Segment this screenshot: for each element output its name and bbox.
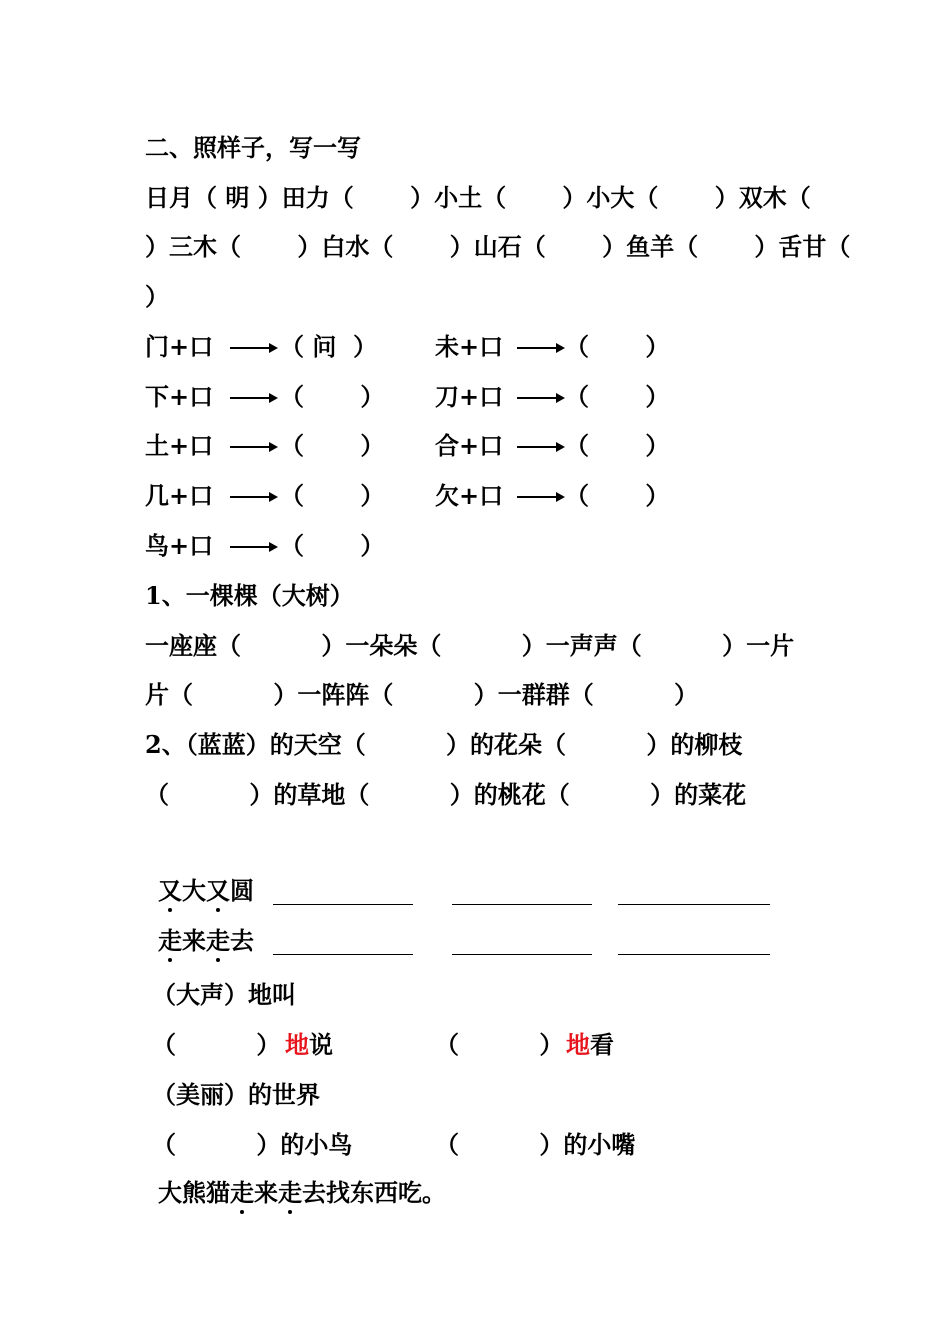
mouth-left-answer: （ ） [280, 431, 385, 460]
pattern-char: 又 [158, 876, 182, 905]
pattern-char: 又 [206, 876, 230, 905]
arrow-icon [517, 392, 565, 404]
combine-line-1: 日月（ 明 ）田力（ ）小土（ ）小大（ ）双木（ [145, 183, 811, 212]
pattern-char: 走 [206, 926, 230, 955]
adverb-di: 地 [285, 1030, 309, 1059]
pattern-char: 去 [230, 926, 254, 955]
sentence-part: 去找东西吃。 [302, 1178, 446, 1207]
pattern-word-1 [158, 876, 254, 906]
adj-line [152, 1130, 672, 1160]
adverb-word: 说 [309, 1030, 333, 1059]
pattern-char: 圆 [230, 876, 254, 905]
sentence-part: 大熊猫 [158, 1178, 230, 1207]
arrow-icon [517, 491, 565, 503]
mouth-right-answer: （ ） [565, 382, 670, 411]
mouth-row [145, 531, 665, 561]
arrow-icon [230, 441, 278, 453]
mouth-right-term: 合+口 [435, 431, 504, 460]
adj-blank: （ ）的小鸟 [152, 1130, 353, 1159]
mouth-row [145, 332, 670, 362]
arrow-icon [230, 541, 278, 553]
mouth-row [145, 431, 670, 461]
arrow-icon [230, 392, 278, 404]
answer-line[interactable] [618, 954, 770, 955]
answer-line[interactable] [618, 904, 770, 905]
adverb-line [152, 1030, 652, 1060]
mouth-row [145, 382, 670, 412]
q1-line-1: 一座座（ ）一朵朵（ ）一声声（ ）一片 [145, 631, 795, 660]
mouth-left-answer: （ 问 ） [280, 332, 378, 361]
q1-title: 1、一棵棵（大树） [145, 581, 354, 610]
mouth-left-term: 土+口 [145, 431, 214, 460]
adverb-blank: （ ） [152, 1030, 281, 1059]
mouth-left-term: 鸟+口 [145, 531, 214, 560]
mouth-right-term: 刀+口 [435, 382, 504, 411]
mouth-row [145, 481, 670, 511]
arrow-icon [230, 342, 278, 354]
sentence-part: 来 [254, 1178, 278, 1207]
sentence-dotted-char: 走 [278, 1178, 302, 1207]
arrow-icon [517, 441, 565, 453]
q2-line-2: （ ）的草地（ ）的桃花（ ）的菜花 [145, 780, 747, 809]
adverb-example: （大声）地叫 [152, 980, 296, 1009]
pattern-word-2 [158, 926, 254, 956]
mouth-left-answer: （ ） [280, 481, 385, 510]
answer-line[interactable] [273, 954, 413, 955]
mouth-left-term: 下+口 [145, 382, 214, 411]
arrow-icon [517, 342, 565, 354]
mouth-left-answer: （ ） [280, 531, 385, 560]
mouth-left-term: 几+口 [145, 481, 214, 510]
q2-line-1: 2、（蓝蓝）的天空（ ）的花朵（ ）的柳枝 [145, 730, 743, 759]
answer-line[interactable] [452, 954, 592, 955]
pattern-char: 来 [182, 926, 206, 955]
answer-line[interactable] [452, 904, 592, 905]
mouth-right-answer: （ ） [565, 481, 670, 510]
mouth-right-answer: （ ） [565, 332, 670, 361]
mouth-left-answer: （ ） [280, 382, 385, 411]
mouth-right-term: 欠+口 [435, 481, 504, 510]
combine-line-2: ）三木（ ）白水（ ）山石（ ）鱼羊（ ）舌甘（ [145, 232, 851, 261]
adj-example: （美丽）的世界 [152, 1080, 320, 1109]
pattern-char: 大 [182, 876, 206, 905]
adverb-word: 看 [590, 1030, 614, 1059]
adverb-blank: （ ） [435, 1030, 564, 1059]
mouth-right-answer: （ ） [565, 431, 670, 460]
section-title: 二、照样子，写一写 [145, 133, 361, 162]
combine-line-3: ） [145, 282, 169, 311]
adj-blank: （ ）的小嘴 [435, 1130, 636, 1159]
adverb-di: 地 [566, 1030, 590, 1059]
example-sentence [158, 1178, 446, 1208]
q1-line-2: 片（ ）一阵阵（ ）一群群（ ） [145, 680, 699, 709]
arrow-icon [230, 491, 278, 503]
mouth-right-term: 未+口 [435, 332, 504, 361]
pattern-char: 走 [158, 926, 182, 955]
answer-line[interactable] [273, 904, 413, 905]
sentence-dotted-char: 走 [230, 1178, 254, 1207]
mouth-left-term: 门+口 [145, 332, 214, 361]
